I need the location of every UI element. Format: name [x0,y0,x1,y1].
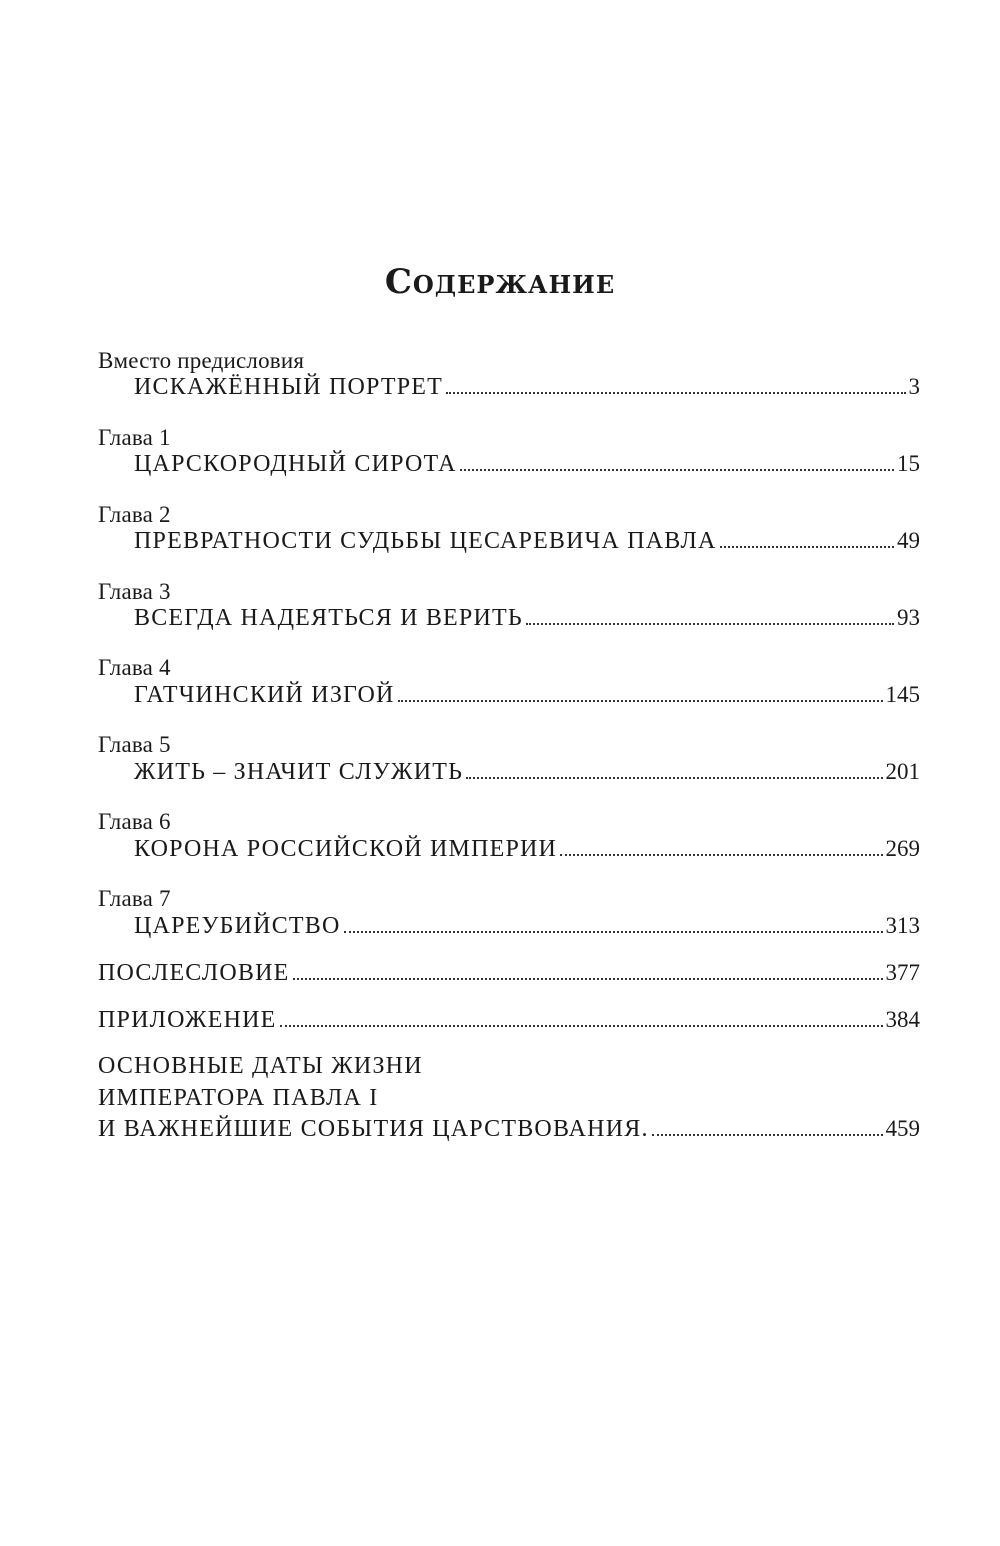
toc-entry-title: ЦАРЕУБИЙСТВО [134,913,341,939]
toc-entry-title: ПРИЛОЖЕНИЕ [98,1007,277,1033]
toc-entry-chapter-6[interactable] [98,831,920,867]
toc-entry-title: ЦАРСКОРОДНЫЙ СИРОТА [134,451,457,477]
toc-entry-title: И ВАЖНЕЙШИЕ СОБЫТИЯ ЦАРСТВОВАНИЯ. [98,1116,649,1142]
toc-entry-chapter-1[interactable] [98,446,920,482]
toc-page-number: 313 [885,913,920,938]
toc-entry-title: КОРОНА РОССИЙСКОЙ ИМПЕРИИ [134,836,558,862]
toc-entry-preface[interactable] [98,369,920,405]
toc-entry-heading: Глава 3 [98,579,171,604]
toc-page-number: 93 [897,605,920,630]
toc-page-number: 49 [897,528,920,553]
toc-entry-dates-line-2: ИМПЕРАТОРА ПАВЛА I [98,1085,379,1111]
toc-entry-heading: Глава 2 [98,502,171,527]
dot-leader [560,854,882,856]
toc-entry-heading: Глава 5 [98,732,171,757]
toc-page-number: 269 [885,836,920,861]
toc-entry-appendix[interactable] [98,1002,920,1038]
toc-entry-heading: Глава 7 [98,886,171,911]
dot-leader [526,623,894,625]
dot-leader [398,700,883,702]
toc-entry-heading: Глава 4 [98,655,171,680]
toc-entry-heading: Глава 6 [98,809,171,834]
toc-entry-title: ИСКАЖЁННЫЙ ПОРТРЕТ [134,374,444,400]
dot-leader [460,469,894,471]
toc-entry-chapter-5[interactable] [98,754,920,790]
toc-page-number: 145 [885,682,920,707]
toc-page-number: 3 [908,374,920,399]
toc-entry-chapter-4[interactable] [98,677,920,713]
dot-leader [652,1134,883,1136]
dot-leader [344,931,883,933]
toc-page-number: 384 [885,1007,920,1032]
toc-page-number: 201 [885,759,920,784]
page-title: Содержание [384,262,616,302]
toc-entry-dates[interactable] [98,1111,920,1147]
dot-leader [446,392,905,394]
toc-entry-chapter-2[interactable] [98,523,920,559]
toc-page-number: 377 [885,960,920,985]
toc-entry-title: ПОСЛЕСЛОВИЕ [98,960,290,986]
dot-leader [293,978,883,980]
dot-leader [720,546,894,548]
toc-entry-title: ЖИТЬ – ЗНАЧИТ СЛУЖИТЬ [134,759,464,785]
toc-page-number: 459 [885,1116,920,1141]
dot-leader [466,777,882,779]
toc-entry-heading: Глава 1 [98,425,171,450]
toc-entry-chapter-3[interactable] [98,600,920,636]
toc-entry-dates-line-1: ОСНОВНЫЕ ДАТЫ ЖИЗНИ [98,1053,423,1079]
toc-entry-afterword[interactable] [98,955,920,991]
dot-leader [280,1025,883,1027]
toc-page-number: 15 [897,451,920,476]
toc-entry-title: ПРЕВРАТНОСТИ СУДЬБЫ ЦЕСАРЕВИЧА ПАВЛА [134,528,717,554]
toc-entry-title: ВСЕГДА НАДЕЯТЬСЯ И ВЕРИТЬ [134,605,523,631]
toc-entry-title: ГАТЧИНСКИЙ ИЗГОЙ [134,682,395,708]
toc-entry-chapter-7[interactable] [98,908,920,944]
toc-entry-heading: Вместо предисловия [98,348,305,373]
